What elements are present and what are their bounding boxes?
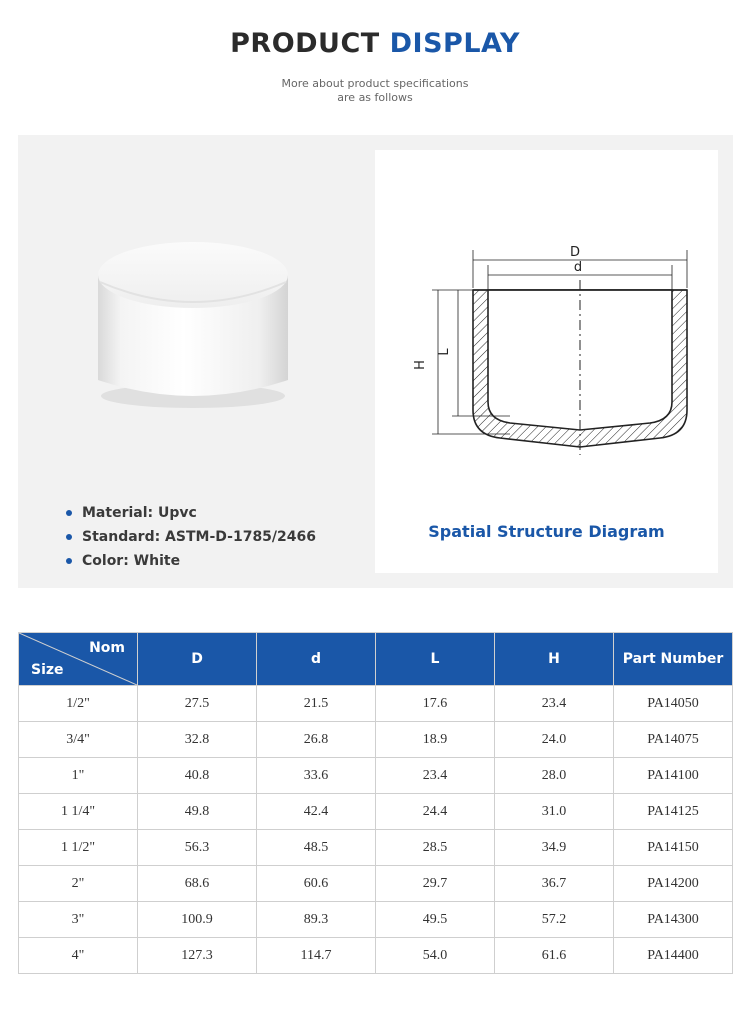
corner-size-label: Size (31, 662, 64, 678)
spec-standard (66, 525, 316, 549)
value-cell: 114.7 (257, 938, 376, 974)
column-header: d (257, 633, 376, 686)
value-cell: 23.4 (376, 758, 495, 794)
title-part-2: DISPLAY (389, 28, 520, 59)
table-row (19, 938, 733, 974)
value-cell: 54.0 (376, 938, 495, 974)
spec-label: Color: White (82, 553, 181, 569)
value-cell: PA14100 (614, 758, 733, 794)
value-cell: 18.9 (376, 722, 495, 758)
value-cell: 49.8 (138, 794, 257, 830)
corner-nom-label: Nom (89, 640, 125, 656)
bullet-icon (66, 510, 72, 516)
diagram-caption: Spatial Structure Diagram (428, 522, 665, 541)
value-cell: PA14200 (614, 866, 733, 902)
table-body (19, 686, 733, 974)
column-header: D (138, 633, 257, 686)
diagram-label-L: L (437, 348, 452, 356)
value-cell: 29.7 (376, 866, 495, 902)
value-cell: 127.3 (138, 938, 257, 974)
table-row (19, 866, 733, 902)
value-cell: PA14125 (614, 794, 733, 830)
value-cell: PA14150 (614, 830, 733, 866)
spec-list (66, 501, 316, 573)
table-row (19, 902, 733, 938)
size-cell: 1" (19, 758, 138, 794)
size-cell: 1 1/2" (19, 830, 138, 866)
table-row (19, 722, 733, 758)
page-title (0, 28, 750, 59)
value-cell: 56.3 (138, 830, 257, 866)
value-cell: 68.6 (138, 866, 257, 902)
value-cell: 100.9 (138, 902, 257, 938)
value-cell: 27.5 (138, 686, 257, 722)
subtitle-line-2: are as follows (337, 91, 413, 104)
spec-color (66, 549, 316, 573)
product-panel (18, 135, 733, 588)
table-row (19, 830, 733, 866)
value-cell: 42.4 (257, 794, 376, 830)
value-cell: 49.5 (376, 902, 495, 938)
value-cell: 17.6 (376, 686, 495, 722)
diagram-label-D: D (569, 245, 581, 260)
column-header: Part Number (614, 633, 733, 686)
spec-label: Material: Upvc (82, 505, 197, 521)
structure-diagram (410, 240, 690, 455)
column-header: L (376, 633, 495, 686)
size-cell: 3/4" (19, 722, 138, 758)
value-cell: 36.7 (495, 866, 614, 902)
value-cell: 28.0 (495, 758, 614, 794)
value-cell: 61.6 (495, 938, 614, 974)
page-subtitle (0, 77, 750, 105)
spec-label: Standard: ASTM-D-1785/2466 (82, 529, 317, 545)
table-row (19, 794, 733, 830)
value-cell: 24.0 (495, 722, 614, 758)
bullet-icon (66, 558, 72, 564)
value-cell: PA14400 (614, 938, 733, 974)
size-cell: 1 1/4" (19, 794, 138, 830)
table-row (19, 686, 733, 722)
value-cell: 57.2 (495, 902, 614, 938)
value-cell: 34.9 (495, 830, 614, 866)
value-cell: 28.5 (376, 830, 495, 866)
value-cell: 33.6 (257, 758, 376, 794)
structure-diagram-box (375, 150, 718, 573)
value-cell: 48.5 (257, 830, 376, 866)
size-table (18, 632, 733, 974)
bullet-icon (66, 534, 72, 540)
diagram-label-H: H (413, 360, 428, 370)
value-cell: 26.8 (257, 722, 376, 758)
value-cell: 23.4 (495, 686, 614, 722)
value-cell: 32.8 (138, 722, 257, 758)
column-header: H (495, 633, 614, 686)
value-cell: PA14050 (614, 686, 733, 722)
corner-header (19, 633, 138, 686)
table-row (19, 758, 733, 794)
value-cell: 60.6 (257, 866, 376, 902)
size-cell: 2" (19, 866, 138, 902)
pipe-cap-photo (88, 230, 298, 410)
subtitle-line-1: More about product specifications (281, 77, 469, 90)
value-cell: 89.3 (257, 902, 376, 938)
value-cell: 31.0 (495, 794, 614, 830)
value-cell: 24.4 (376, 794, 495, 830)
value-cell: PA14075 (614, 722, 733, 758)
title-part-1: PRODUCT (230, 28, 380, 59)
size-cell: 4" (19, 938, 138, 974)
size-cell: 3" (19, 902, 138, 938)
value-cell: 40.8 (138, 758, 257, 794)
diagram-label-d: d (573, 260, 583, 275)
value-cell: PA14300 (614, 902, 733, 938)
size-cell: 1/2" (19, 686, 138, 722)
spec-material (66, 501, 316, 525)
table-header-row (19, 633, 733, 686)
value-cell: 21.5 (257, 686, 376, 722)
